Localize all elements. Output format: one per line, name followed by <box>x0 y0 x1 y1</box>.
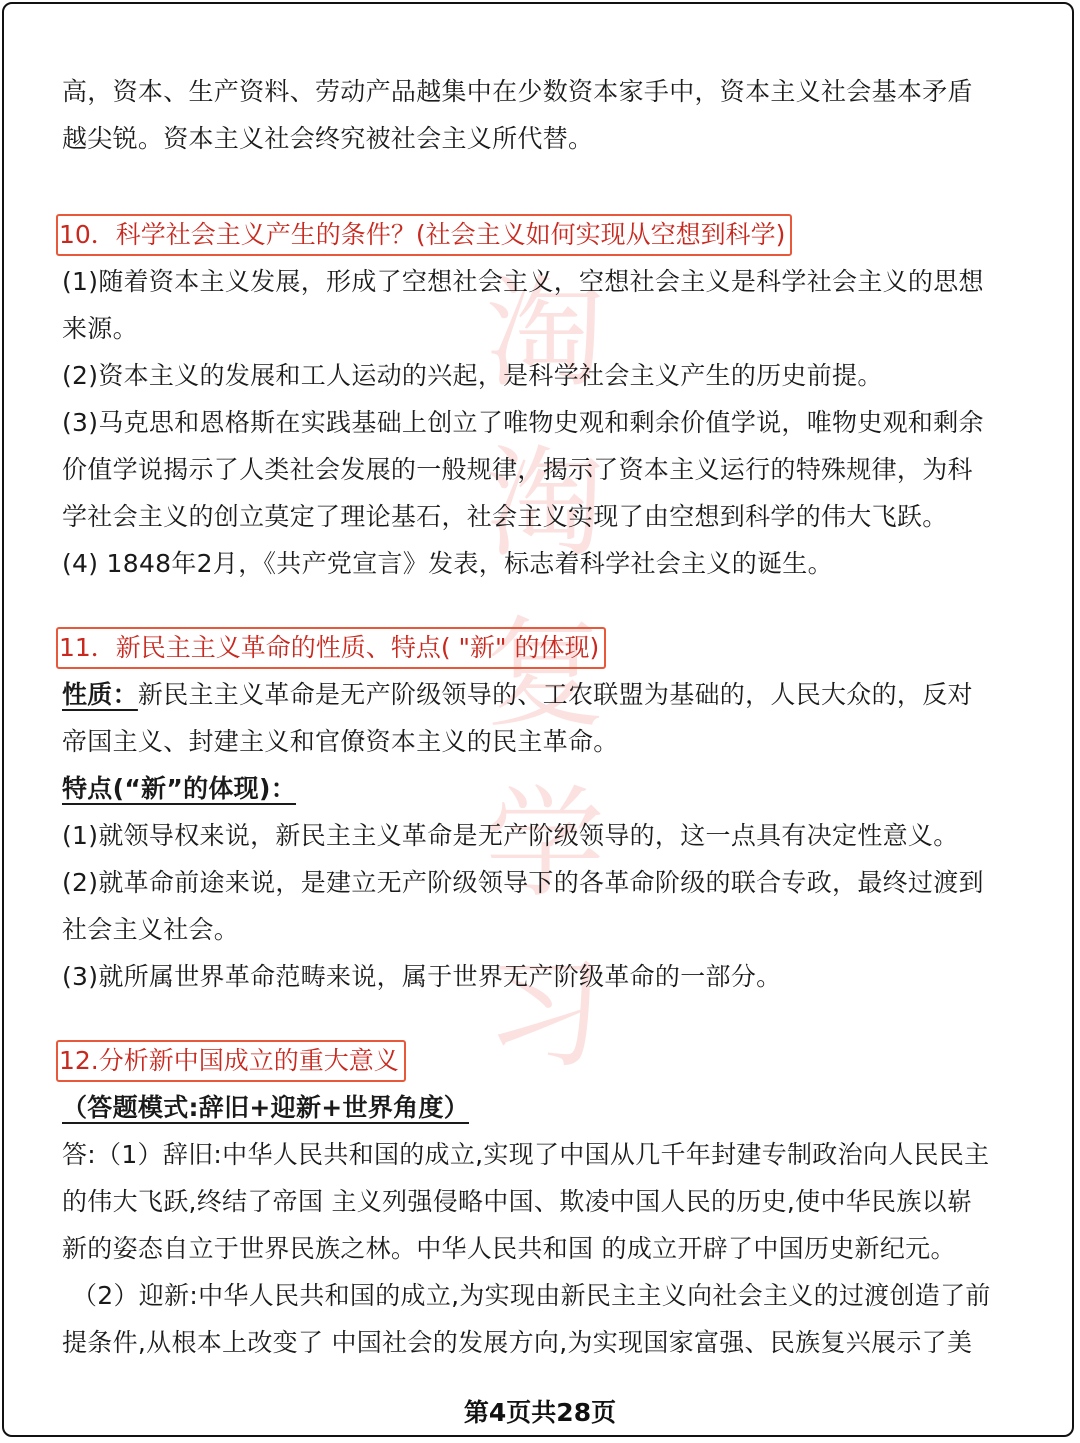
paragraph-line: (2)就革命前途来说，是建立无产阶级领导下的各革命阶级的联合专政，最终过渡到 <box>62 868 984 897</box>
section-12-subheading-line <box>62 1084 1022 1131</box>
watermark-char: 学 <box>485 775 605 914</box>
features-label: 特点(“新”的体现)： <box>62 774 297 803</box>
nature-text: 新民主主义革命是无产阶级领导的、工农联盟为基础的，人民大众的，反对 <box>137 680 973 709</box>
paragraph-line: 价值学说揭示了人类社会发展的一般规律，揭示了资本主义运行的特殊规律，为科 <box>62 455 973 484</box>
section-11-heading: 11．新民主主义革命的性质、特点( "新" 的体现) <box>56 627 606 669</box>
section-11 <box>59 627 1022 669</box>
paragraph-line: 来源。 <box>62 314 138 343</box>
section-12-heading: 12.分析新中国成立的重大意义 <box>56 1040 406 1082</box>
paragraph-line: (1)就领导权来说，新民主主义革命是无产阶级领导的，这一点具有决定性意义。 <box>62 821 959 850</box>
paragraph-line: （2）迎新:中华人民共和国的成立,为实现由新民主主义向社会主义的过渡创造了前 <box>72 1281 991 1310</box>
paragraph-line: (1)随着资本主义发展，形成了空想社会主义，空想社会主义是科学社会主义的思想 <box>62 267 984 296</box>
paragraph-line: 提条件,从根本上改变了 中国社会的发展方向,为实现国家富强、民族复兴展示了美 <box>62 1328 973 1357</box>
paragraph-line: 新的姿态自立于世界民族之林。中华人民共和国 的成立开辟了中国历史新纪元。 <box>62 1234 956 1263</box>
paragraph-line: (3)马克思和恩格斯在实践基础上创立了唯物史观和剩余价值学说，唯物史观和剩余 <box>62 408 984 437</box>
watermark-char: 复 <box>485 605 605 744</box>
features-line <box>62 765 1022 812</box>
paragraph-line: 越尖锐。资本主义社会终究被社会主义所代替。 <box>62 124 594 153</box>
watermark-char: 淘 <box>485 265 605 404</box>
document-body <box>59 68 1022 1366</box>
paragraph-line: 社会主义社会。 <box>62 915 240 944</box>
section-12-subheading: （答题模式:辞旧+迎新+世界角度） <box>62 1093 469 1122</box>
paragraph-line: 高，资本、生产资料、劳动产品越集中在少数资本家手中，资本主义社会基本矛盾 <box>62 77 973 106</box>
watermark-char: 习 <box>485 945 605 1084</box>
nature-line <box>62 671 1022 718</box>
paragraph-line: (4) 1848年2月，《共产党宣言》发表，标志着科学社会主义的诞生。 <box>62 549 833 578</box>
paragraph-line: 的伟大飞跃,终结了帝国 主义列强侵略中国、欺凌中国人民的历史,使中华民族以崭 <box>62 1187 973 1216</box>
paragraph-line: 答:（1）辞旧:中华人民共和国的成立,实现了中国从几千年封建专制政治向人民民主 <box>62 1140 990 1169</box>
watermark-char: 淘 <box>485 435 605 574</box>
paragraph-line: 学社会主义的创立莫定了理论基石，社会主义实现了由空想到科学的伟大飞跃。 <box>62 502 948 531</box>
paragraph-line: (2)资本主义的发展和工人运动的兴起，是科学社会主义产生的历史前提。 <box>62 361 883 390</box>
section-10 <box>59 214 1022 256</box>
section-12 <box>59 1040 1022 1082</box>
page-number: 第4页共28页 <box>463 1398 617 1427</box>
section-10-heading: 10．科学社会主义产生的条件？(社会主义如何实现从空想到科学) <box>56 214 792 256</box>
paragraph-line: 帝国主义、封建主义和官僚资本主义的民主革命。 <box>62 727 619 756</box>
nature-label: 性质： <box>62 680 138 709</box>
paragraph-line: (3)就所属世界革命范畴来说，属于世界无产阶级革命的一部分。 <box>62 962 782 991</box>
